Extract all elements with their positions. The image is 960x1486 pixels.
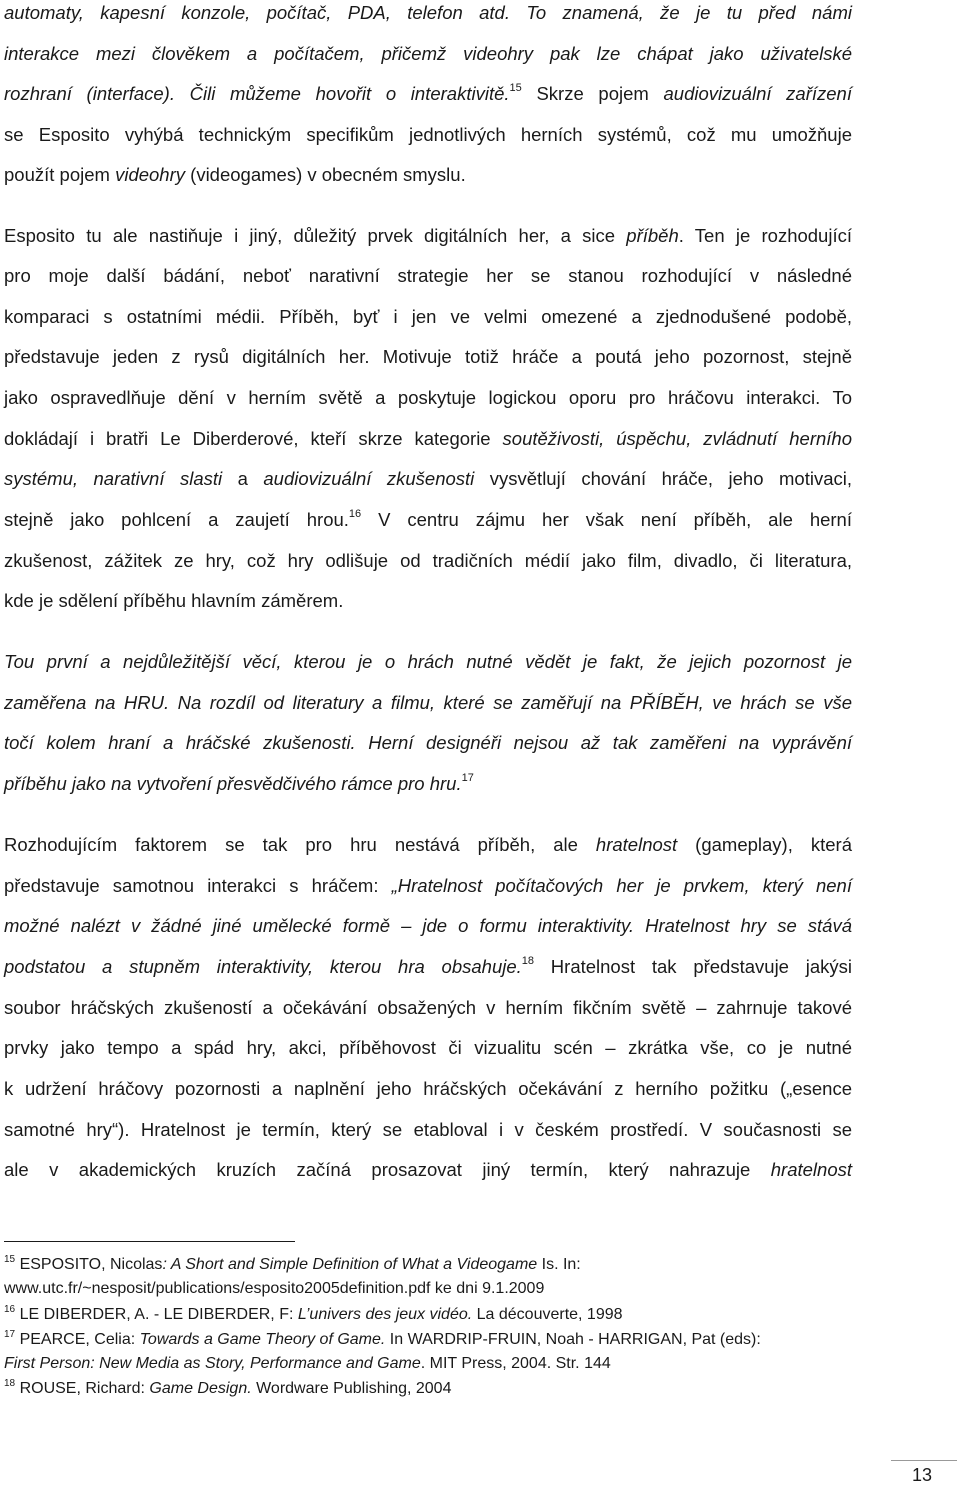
italic-text: příběh bbox=[626, 225, 679, 246]
text-run: jako ospravedlňuje dění v herním světě a poskytuje logickou oporu pro hráčovu interakci. To bbox=[4, 387, 852, 408]
text-line bbox=[4, 1117, 852, 1143]
footnote-reference: 18 bbox=[4, 1377, 16, 1389]
text-run: Skrze pojem bbox=[521, 83, 664, 104]
text-line bbox=[4, 588, 852, 614]
italic-text: točí kolem hraní a hráčské zkušenosti. Herní designéři nejsou až tak zaměřeni na vyprávění bbox=[4, 732, 852, 753]
text-run: Hratelnost tak představuje jakýsi bbox=[534, 956, 852, 977]
italic-text: Tou první a nejdůležitější věcí, kterou je o hrách nutné vědět je fakt, že jejich pozornost je bbox=[4, 651, 852, 672]
text-run: www.utc.fr/~nesposit/publications/esposito2005definition.pdf ke dni 9.1.2009 bbox=[4, 1280, 545, 1297]
text-line bbox=[4, 1157, 852, 1183]
text-line bbox=[4, 913, 852, 939]
footnote-line bbox=[4, 1305, 904, 1325]
italic-text: L’univers des jeux vidéo. bbox=[297, 1306, 473, 1323]
italic-text: First Person: New Media as Story, Performance and Game bbox=[4, 1355, 421, 1372]
text-run: kde je sdělení příběhu hlavním záměrem. bbox=[4, 590, 344, 611]
footnote-reference: 16 bbox=[4, 1303, 16, 1315]
text-line bbox=[4, 771, 852, 797]
italic-text: možné nalézt v žádné jiné umělecké formě – jde o formu interaktivity. Hratelnost hry se stává bbox=[4, 915, 852, 936]
text-run: ROUSE, Richard: bbox=[15, 1380, 150, 1397]
italic-text: příběhu jako na vytvoření přesvědčivého rámce pro hru. bbox=[4, 773, 462, 794]
italic-text: systému, narativní slasti bbox=[4, 468, 223, 489]
italic-text: hratelnost bbox=[595, 834, 678, 855]
text-run: se Esposito vyhýbá technickým specifikům jednotlivých herních systémů, což mu umožňuje bbox=[4, 124, 852, 145]
text-line bbox=[4, 873, 852, 899]
text-run: vysvětlují chování hráče, jeho motivaci, bbox=[474, 468, 852, 489]
text-run: ale v akademických kruzích začíná prosazovat jiný termín, který nahrazuje bbox=[4, 1159, 771, 1180]
text-run: Esposito tu ale nastiňuje i jiný, důležitý prvek digitálních her, a sice bbox=[4, 225, 627, 246]
text-run: soubor hráčských zkušeností a očekávání obsažených v herním fikčním světě – zahrnuje takové bbox=[4, 997, 852, 1018]
text-run: (videogames) v obecném smyslu. bbox=[185, 164, 466, 185]
text-run: V centru zájmu her však není příběh, ale herní bbox=[361, 509, 852, 530]
text-line bbox=[4, 507, 852, 533]
text-run: . Ten je rozhodující bbox=[678, 225, 852, 246]
italic-text: interakce mezi člověkem a počítačem, přičemž videohry pak lze chápat jako uživatelské bbox=[4, 43, 852, 64]
text-run: zkušenost, zážitek ze hry, což hry odlišuje od tradičních médií jako film, divadlo, či literatura, bbox=[4, 550, 852, 571]
text-line bbox=[4, 1076, 852, 1102]
footnote-line bbox=[4, 1330, 904, 1350]
text-run: samotné hry“). Hratelnost je termín, který se etabloval i v českém prostředí. V současnosti se bbox=[4, 1119, 852, 1140]
text-run: k udržení hráčovy pozornosti a naplnění jeho hráčských očekávání z herního požitku („esence bbox=[4, 1078, 852, 1099]
text-run: stejně jako pohlcení a zaujetí hrou. bbox=[4, 509, 349, 530]
footnote-reference: 16 bbox=[348, 507, 362, 520]
text-line bbox=[4, 344, 852, 370]
page-number: 13 bbox=[912, 1465, 933, 1485]
text-line bbox=[4, 649, 852, 675]
italic-text: : A Short and Simple Definition of What a Videogame bbox=[162, 1256, 538, 1273]
italic-text: zaměřena na HRU. Na rozdíl od literatury a filmu, které se zaměřují na PŘÍBĚH, ve hrách se vše bbox=[4, 692, 852, 713]
text-run: představuje samotnou interakci s hráčem: bbox=[4, 875, 392, 896]
text-run: dokládají i bratři Le Diberderové, kteří skrze kategorie bbox=[4, 428, 503, 449]
text-line bbox=[4, 223, 852, 249]
text-line bbox=[4, 954, 852, 980]
text-run: použít pojem bbox=[4, 164, 116, 185]
text-run: představuje jeden z rysů digitálních her. Motivuje totiž hráče a poutá jeho pozornost, stejně bbox=[4, 346, 852, 367]
text-run: prvky jako tempo a spád hry, akci, příběhovost či vizualitu scén – zkrátka vše, co je nutné bbox=[4, 1037, 852, 1058]
footnote-line bbox=[4, 1255, 904, 1275]
footnote-reference: 17 bbox=[461, 771, 474, 784]
text-run: La découverte, 1998 bbox=[472, 1306, 623, 1323]
text-run: (gameplay), která bbox=[677, 834, 852, 855]
text-run: . MIT Press, 2004. Str. 144 bbox=[420, 1355, 611, 1372]
text-run: ESPOSITO, Nicolas bbox=[15, 1256, 163, 1273]
text-line bbox=[4, 995, 852, 1021]
text-line bbox=[4, 385, 852, 411]
text-run: Is. In: bbox=[537, 1256, 581, 1273]
italic-text: hratelnost bbox=[770, 1159, 852, 1180]
italic-text: Game Design. bbox=[149, 1380, 252, 1397]
text-line bbox=[4, 263, 852, 289]
footnote-separator bbox=[4, 1241, 295, 1242]
italic-text: Towards a Game Theory of Game. bbox=[139, 1331, 386, 1348]
text-line bbox=[4, 1035, 852, 1061]
text-line bbox=[4, 832, 852, 858]
page-number-rule bbox=[891, 1460, 957, 1461]
text-line bbox=[4, 730, 852, 756]
text-line bbox=[4, 0, 852, 26]
text-line bbox=[4, 304, 852, 330]
footnote-reference: 18 bbox=[521, 954, 535, 967]
text-line bbox=[4, 122, 852, 148]
italic-text: automaty, kapesní konzole, počítač, PDA, telefon atd. To znamená, že je tu před námi bbox=[4, 2, 852, 23]
text-run: komparaci s ostatními médii. Příběh, byť i jen ve velmi omezené a zjednodušené podobě, bbox=[4, 306, 852, 327]
footnote-reference: 15 bbox=[509, 81, 522, 94]
text-run: Wordware Publishing, 2004 bbox=[251, 1380, 452, 1397]
text-run: LE DIBERDER, A. - LE DIBERDER, F: bbox=[15, 1306, 298, 1323]
footnote-line bbox=[4, 1354, 904, 1374]
text-run: pro moje další bádání, neboť narativní strategie her se stanou rozhodující v následné bbox=[4, 265, 852, 286]
footnote-line bbox=[4, 1279, 904, 1299]
italic-text: audiovizuální zařízení bbox=[663, 83, 852, 104]
italic-text: audiovizuální zkušenosti bbox=[263, 468, 475, 489]
text-line bbox=[4, 41, 852, 67]
text-run: Rozhodujícím faktorem se tak pro hru nestává příběh, ale bbox=[4, 834, 596, 855]
italic-text: „Hratelnost počítačových her je prvkem, který není bbox=[391, 875, 852, 896]
text-line bbox=[4, 426, 852, 452]
italic-text: rozhraní (interface). Čili můžeme hovořit o interaktivitě. bbox=[4, 83, 510, 104]
text-line bbox=[4, 162, 852, 188]
text-run: In WARDRIP-FRUIN, Noah - HARRIGAN, Pat (eds): bbox=[385, 1331, 761, 1348]
italic-text: soutěživosti, úspěchu, zvládnutí herního bbox=[502, 428, 852, 449]
footnote-reference: 17 bbox=[4, 1328, 16, 1340]
text-run: PEARCE, Celia: bbox=[15, 1331, 140, 1348]
italic-text: videohry bbox=[115, 164, 186, 185]
text-line bbox=[4, 466, 852, 492]
text-line bbox=[4, 690, 852, 716]
text-line bbox=[4, 81, 852, 107]
footnote-reference: 15 bbox=[4, 1253, 16, 1265]
italic-text: podstatou a stupněm interaktivity, kterou hra obsahuje. bbox=[4, 956, 522, 977]
footnote-line bbox=[4, 1379, 904, 1399]
text-line bbox=[4, 548, 852, 574]
text-run: a bbox=[222, 468, 264, 489]
